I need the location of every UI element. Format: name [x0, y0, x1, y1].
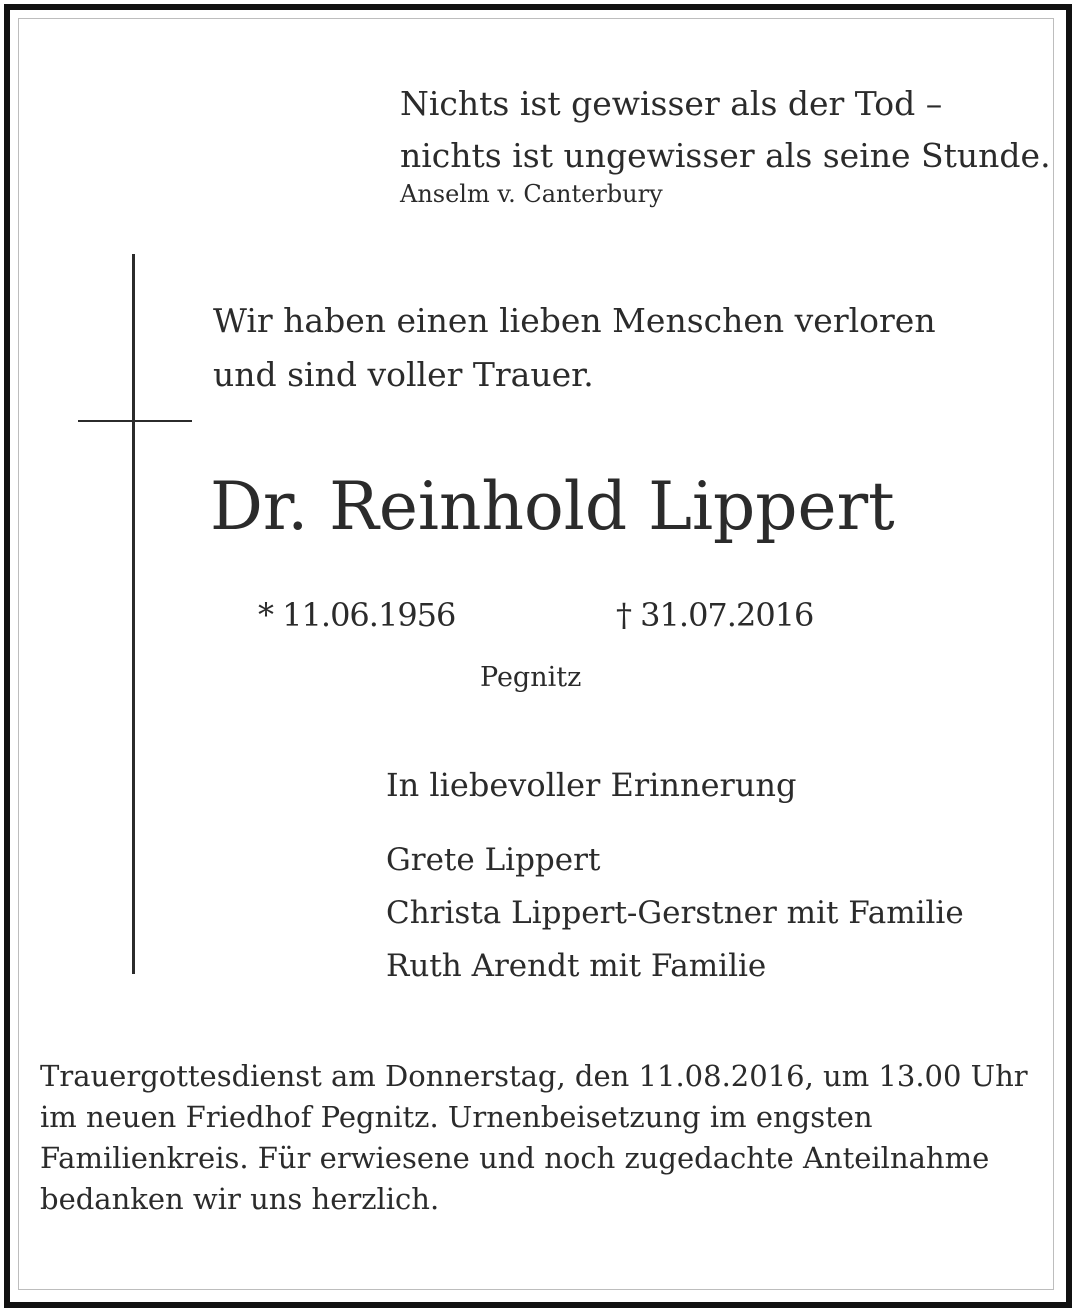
mourner: Ruth Arendt mit Familie	[386, 948, 767, 984]
quote	[400, 78, 1051, 182]
cross-horizontal-bar	[78, 420, 192, 422]
deceased-name: Dr. Reinhold Lippert	[210, 468, 895, 545]
mourners-list	[386, 834, 964, 993]
birth-date: * 11.06.1956	[258, 596, 456, 634]
notice-line: Trauergottesdienst am Donnerstag, den 11.08.2016, um 13.00 Uhr	[40, 1059, 1028, 1093]
notice-line: Familienkreis. Für erwiesene und noch zugedachte Anteilnahme	[40, 1141, 990, 1175]
intro-line: Wir haben einen lieben Menschen verloren	[213, 301, 936, 340]
cross-vertical-bar	[132, 254, 135, 974]
mourner: Grete Lippert	[386, 842, 601, 878]
quote-line: Nichts ist gewisser als der Tod –	[400, 84, 943, 123]
place-name: Pegnitz	[480, 662, 582, 693]
notice-line: im neuen Friedhof Pegnitz. Urnenbeisetzung im engsten	[40, 1100, 873, 1134]
mourner: Christa Lippert-Gerstner mit Familie	[386, 895, 964, 931]
quote-author: Anselm v. Canterbury	[400, 180, 663, 208]
service-notice	[40, 1056, 1040, 1220]
quote-line: nichts ist ungewisser als seine Stunde.	[400, 136, 1051, 175]
death-date: † 31.07.2016	[616, 596, 814, 634]
notice-line: bedanken wir uns herzlich.	[40, 1182, 440, 1216]
intro-line: und sind voller Trauer.	[213, 355, 594, 394]
memorial-heading: In liebevoller Erinnerung	[386, 766, 797, 804]
intro-text	[213, 294, 936, 402]
